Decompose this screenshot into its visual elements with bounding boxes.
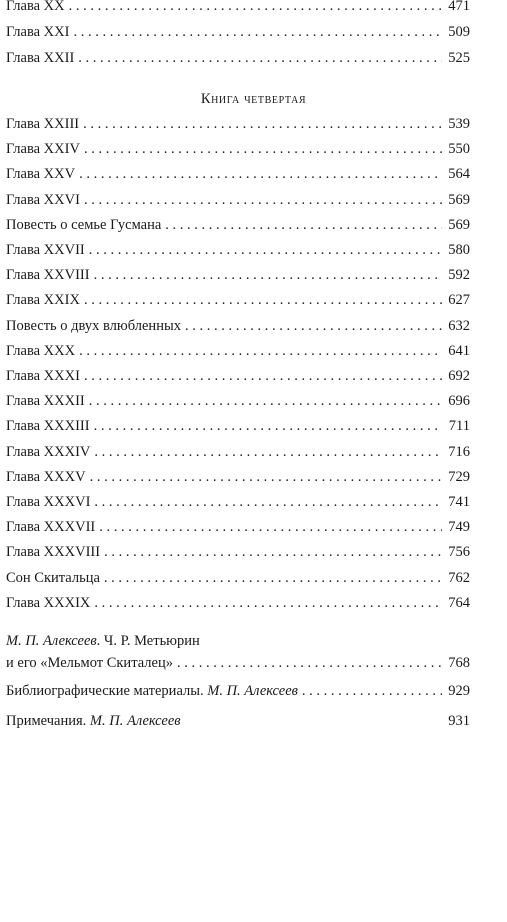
toc-entry-title: Глава XXXIV — [6, 443, 91, 460]
toc-entry — [6, 189, 470, 211]
toc-entry-page: 741 — [448, 494, 470, 510]
dot-leader — [84, 189, 442, 211]
dot-leader — [104, 567, 442, 589]
toc-entry-title: Повесть о семье Гусмана — [6, 216, 162, 233]
toc-entry — [6, 541, 470, 563]
dot-leader — [165, 214, 442, 236]
toc-entry — [6, 592, 470, 614]
dot-leader — [94, 491, 442, 513]
toc-entry-title: Глава XXIX — [6, 292, 80, 309]
toc-entry — [6, 214, 470, 236]
dot-leader — [73, 21, 442, 43]
toc-entry-page: 509 — [448, 24, 470, 40]
toc-entry — [6, 315, 470, 337]
toc-entry — [6, 138, 470, 160]
toc-entry-bibliography — [6, 680, 470, 702]
toc-entry — [6, 113, 470, 135]
toc-entry-page: 696 — [448, 393, 470, 410]
toc-entry — [6, 163, 470, 185]
essay-title-part1: . Ч. Р. Метьюрин — [96, 633, 200, 649]
notes-title: Примечания. — [6, 713, 87, 729]
toc-entry-title: Глава XXXI — [6, 368, 80, 384]
toc-entry — [6, 390, 470, 412]
toc-entry-title: Глава XXXVII — [6, 519, 96, 536]
toc-entry-page: 525 — [448, 50, 470, 66]
dot-leader — [89, 239, 442, 261]
toc-entry-page: 929 — [448, 683, 470, 699]
dot-leader — [83, 113, 442, 135]
toc-entry-title: Глава XXXIX — [6, 594, 91, 611]
toc-entry-page: 768 — [448, 655, 470, 671]
toc-entry-page: 641 — [448, 342, 470, 359]
toc-entry-title: Сон Скитальца — [6, 569, 100, 586]
dot-leader — [104, 541, 442, 563]
dot-leader — [84, 365, 442, 387]
dot-leader — [94, 415, 442, 437]
toc-entry-title: Глава XXXIII — [6, 418, 90, 435]
toc-entry — [6, 340, 470, 362]
toc-entry-title: Повесть о двух влюбленных — [6, 317, 181, 334]
dot-leader — [89, 390, 442, 412]
toc-entry — [6, 567, 470, 589]
toc-entry-title: Глава XX — [6, 0, 65, 14]
toc-entry-title: Глава XXX — [6, 342, 76, 359]
notes-author: М. П. Алексеев — [89, 713, 181, 729]
toc-entry-title — [6, 710, 181, 732]
toc-entry-title: Глава XXII — [6, 50, 75, 66]
toc-entry-title: Глава XXVI — [6, 191, 80, 208]
toc-entry-page: 539 — [448, 116, 470, 132]
toc-entry-title: Глава XXXVI — [6, 494, 91, 510]
essay-author: М. П. Алексеев — [6, 633, 97, 649]
toc-entry-page: 764 — [448, 594, 470, 611]
toc-entry — [6, 264, 470, 286]
dot-leader — [185, 315, 442, 337]
bibliography-title: Библиографические материалы. — [6, 683, 204, 699]
book-heading: Книга четвертая — [200, 91, 307, 107]
dot-leader — [84, 289, 442, 311]
toc-entry-title: Глава XXVII — [6, 242, 85, 258]
toc-entry — [6, 516, 470, 538]
toc-entry-page: 729 — [448, 468, 470, 485]
dot-leader — [79, 340, 442, 362]
toc-entry-page: 550 — [448, 141, 470, 158]
dot-leader — [94, 441, 442, 463]
dot-leader — [84, 138, 442, 160]
toc-entry — [6, 415, 470, 437]
toc-entry-page: 564 — [448, 166, 470, 183]
toc-entry-title: Глава XXXVIII — [6, 544, 101, 561]
toc-entry — [6, 365, 470, 387]
toc-entry-page: 471 — [448, 0, 470, 14]
toc-entry-title: Глава XXIII — [6, 116, 80, 132]
toc-entry-page: 756 — [448, 544, 470, 561]
toc-entry-page: 569 — [448, 191, 470, 208]
toc-entry-title: Глава XXXII — [6, 393, 85, 410]
toc-entry-page: 749 — [448, 519, 470, 536]
dot-leader — [94, 264, 442, 286]
toc-entry-page: 632 — [448, 317, 470, 334]
toc-entry-notes — [6, 710, 470, 732]
toc-entry-page: 569 — [448, 216, 470, 233]
toc-entry-title: Глава XXVIII — [6, 267, 90, 284]
dot-leader — [177, 652, 442, 674]
toc-entry — [6, 0, 470, 17]
toc-entry-page: 716 — [448, 443, 470, 460]
toc-entry-title: Глава XXXV — [6, 468, 86, 485]
dot-leader — [90, 466, 442, 488]
toc-entry-page: 762 — [448, 569, 470, 586]
toc-entry-title: Глава XXI — [6, 24, 70, 40]
essay-title-part2: и его «Мельмот Скиталец» — [6, 655, 173, 671]
dot-leader — [302, 680, 442, 702]
toc-entry-page: 592 — [448, 267, 470, 284]
toc-entry-page: 711 — [448, 418, 470, 435]
dot-leader — [94, 592, 442, 614]
toc-entry — [6, 289, 470, 311]
toc-entry-page: 692 — [448, 368, 470, 384]
essay-line-1 — [6, 630, 200, 652]
toc-entry — [6, 466, 470, 488]
toc-entry-page: 580 — [448, 242, 470, 258]
toc-entry — [6, 491, 470, 513]
dot-leader — [99, 516, 442, 538]
toc-entry-title: Глава XXIV — [6, 141, 80, 158]
toc-entry-title — [6, 680, 298, 702]
toc-entry-page: 627 — [448, 292, 470, 309]
toc-entry — [6, 441, 470, 463]
toc-entry — [6, 239, 470, 261]
toc-entry-title: Глава XXV — [6, 166, 76, 183]
dot-leader — [79, 163, 442, 185]
toc-entry — [6, 21, 470, 43]
toc-entry — [6, 47, 470, 69]
dot-leader — [78, 47, 442, 69]
toc-entry-essay — [6, 652, 470, 674]
bibliography-author: М. П. Алексеев — [207, 683, 298, 699]
toc-entry-page: 931 — [448, 713, 470, 729]
dot-leader — [69, 0, 442, 17]
